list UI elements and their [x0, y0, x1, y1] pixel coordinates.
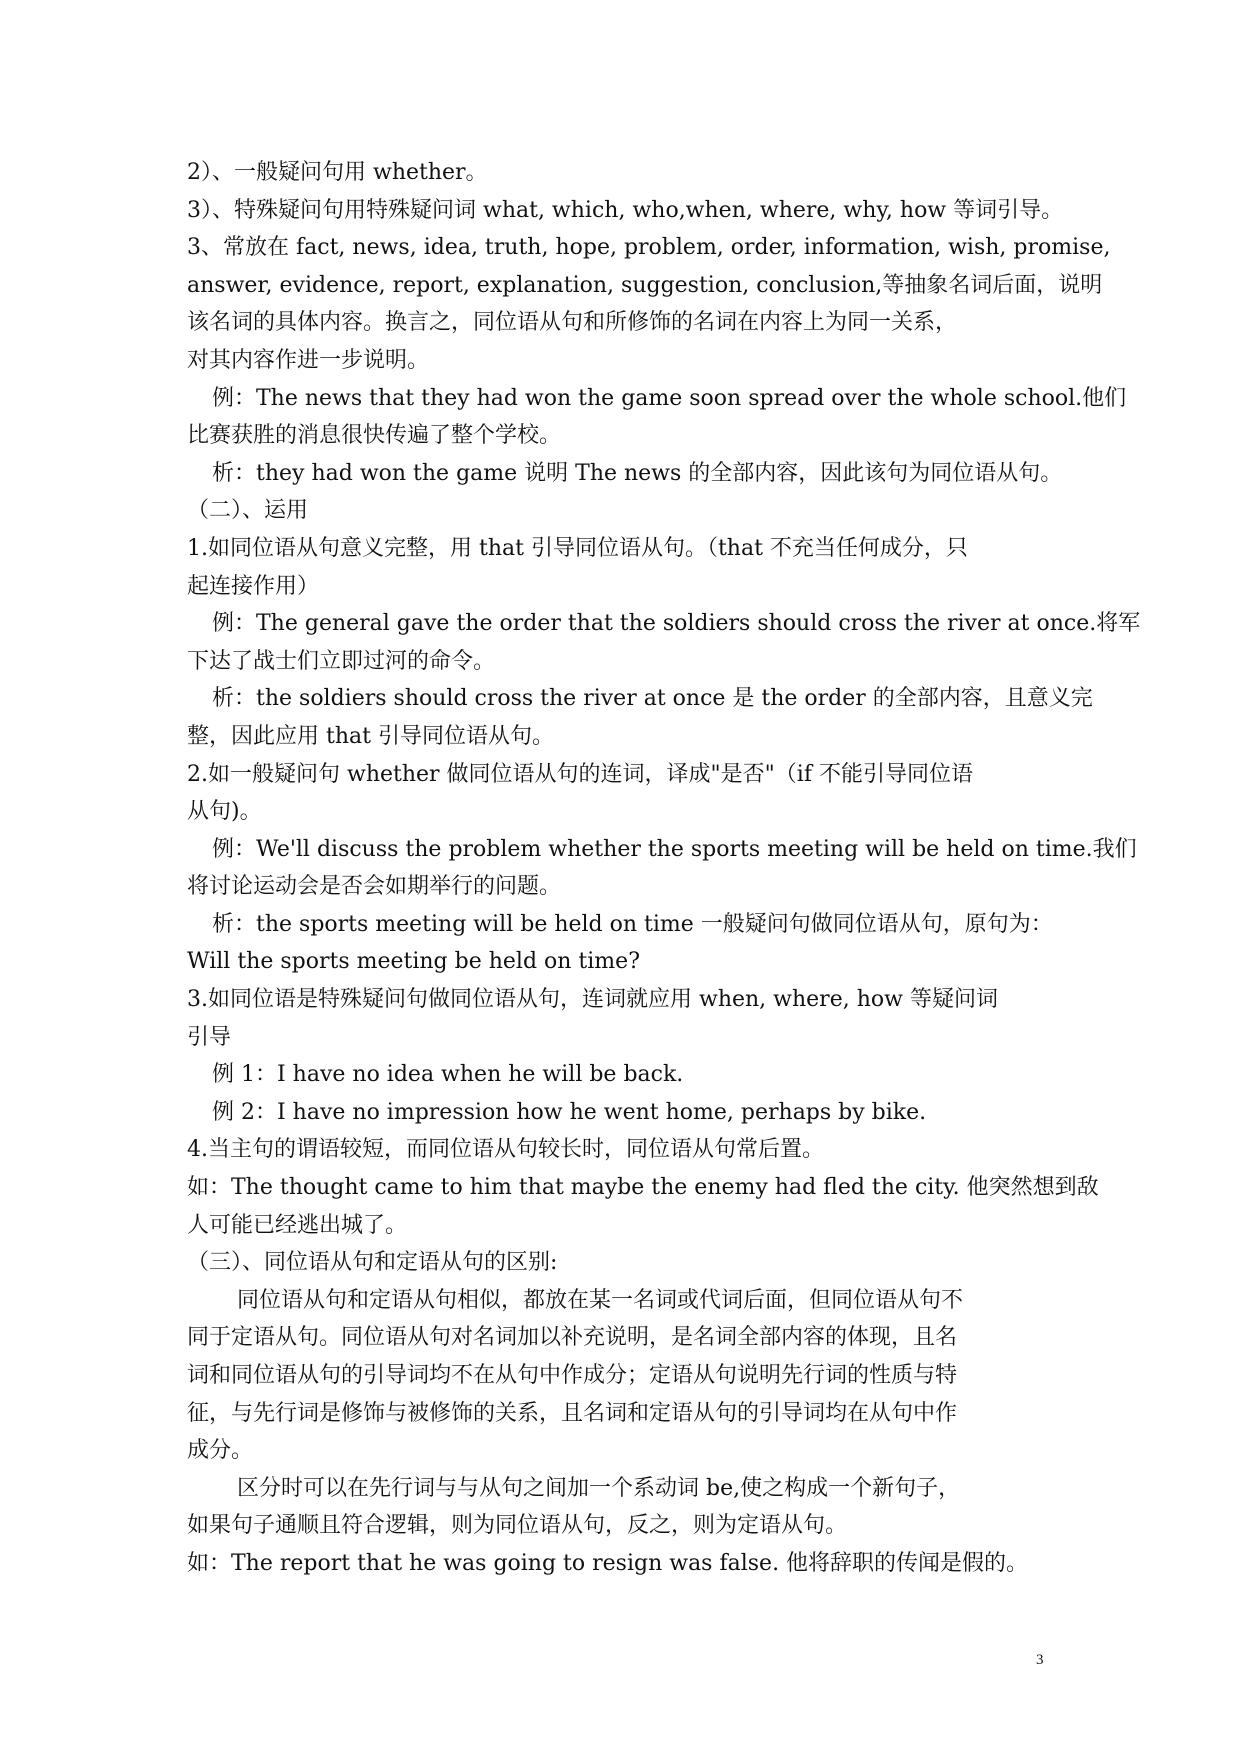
text-line: 例 2：I have no impression how he went home, perhaps by bike.	[212, 1099, 927, 1125]
text-line: 成分。	[187, 1438, 254, 1464]
text-line: 例：The general gave the order that the soldiers should cross the river at once.将军	[212, 611, 1141, 637]
text-line: 从句)。	[187, 799, 262, 825]
text-line: 区分时可以在先行词与与从句之间加一个系动词 be,使之构成一个新句子，	[237, 1475, 961, 1501]
text-line: 该名词的具体内容。换言之，同位语从句和所修饰的名词在内容上为同一关系，	[187, 310, 958, 336]
text-line: 析：the sports meeting will be held on time 一般疑问句做同位语从句，原句为：	[212, 911, 1053, 937]
text-line: 对其内容作进一步说明。	[187, 347, 430, 373]
text-line: 征，与先行词是修饰与被修饰的关系，且名词和定语从句的引导词均在从句中作	[187, 1400, 958, 1426]
text-line: 1.如同位语从句意义完整，用 that 引导同位语从句。（that 不充当任何成分，只	[187, 535, 968, 561]
text-line: 起连接作用）	[187, 573, 320, 599]
text-line: 析：the soldiers should cross the river at once 是 the order 的全部内容，且意义完	[212, 686, 1093, 712]
text-line: 如：The thought came to him that maybe the enemy had fled the city. 他突然想到敌	[187, 1175, 1099, 1201]
text-line: 例 1：I have no idea when he will be back.	[212, 1062, 684, 1088]
text-line: 如：The report that he was going to resign was false. 他将辞职的传闻是假的。	[187, 1550, 1029, 1576]
text-line: （三）、同位语从句和定语从句的区别:	[187, 1250, 558, 1276]
text-line: 人可能已经逃出城了。	[187, 1212, 408, 1238]
text-line: 词和同位语从句的引导词均不在从句中作成分；定语从句说明先行词的性质与特	[187, 1363, 958, 1388]
text-line: 引导	[187, 1024, 232, 1050]
text-line: 例：The news that they had won the game soon spread over the whole school.他们	[212, 385, 1127, 411]
text-line: 下达了战士们立即过河的命令。	[187, 648, 496, 674]
text-line: 同位语从句和定语从句相似，都放在某一名词或代词后面，但同位语从句不	[237, 1287, 964, 1313]
text-line: 3）、特殊疑问句用特殊疑问词 what, which, who,when, where, why, how 等词引导。	[187, 197, 1064, 223]
text-line: 将讨论运动会是否会如期举行的问题。	[187, 874, 562, 900]
text-line: answer, evidence, report, explanation, suggestion, conclusion,等抽象名词后面，说明	[187, 272, 1103, 298]
text-line: Will the sports meeting be held on time?	[187, 949, 640, 975]
text-line: 3.如同位语是特殊疑问句做同位语从句，连词就应用 when, where, how 等疑问词	[187, 987, 998, 1013]
text-line: 同于定语从句。同位语从句对名词加以补充说明，是名词全部内容的体现，且名	[187, 1325, 958, 1351]
text-line: 例：We'll discuss the problem whether the sports meeting will be held on time.我们	[212, 836, 1137, 862]
text-line: 2.如一般疑问句 whether 做同位语从句的连词，译成"是否"（if 不能引导同位语	[187, 761, 973, 787]
text-line: 整，因此应用 that 引导同位语从句。	[187, 723, 554, 749]
text-line: 2）、一般疑问句用 whether。	[187, 160, 488, 185]
text-line: 析：they had won the game 说明 The news 的全部内容，因此该句为同位语从句。	[212, 460, 1063, 486]
text-line: （二）、运用	[187, 498, 309, 524]
text-line: 4.当主句的谓语较短，而同位语从句较长时，同位语从句常后置。	[187, 1137, 824, 1163]
text-line: 如果句子通顺且符合逻辑，则为同位语从句，反之，则为定语从句。	[187, 1513, 848, 1539]
page-number: 3	[1036, 1652, 1044, 1668]
text-line: 比赛获胜的消息很快传遍了整个学校。	[187, 423, 562, 449]
body-text	[187, 154, 1141, 1583]
text-line: 3、常放在 fact, news, idea, truth, hope, problem, order, information, wish, promise,	[187, 235, 1111, 261]
